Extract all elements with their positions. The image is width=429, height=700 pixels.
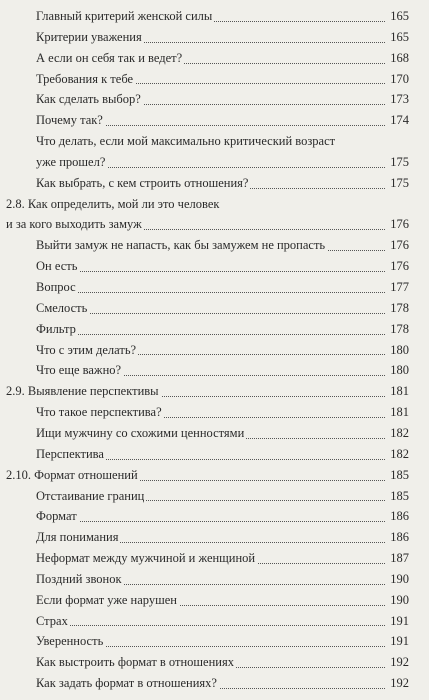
entry-title: Почему так? [36,113,103,128]
toc-entry[interactable] [0,673,429,694]
toc-entry[interactable] [0,256,429,277]
entry-title: Поздний звонок [36,571,122,586]
entry-page: 186 [385,506,409,527]
entry-title: Если формат уже нарушен [36,592,177,607]
entry-title: Страх [36,613,68,628]
entry-title: Вопрос [36,280,76,295]
entry-title: Как выстроить формат в отношениях [36,655,234,670]
entry-page: 177 [385,277,409,298]
toc-section[interactable] [0,381,429,402]
toc-entry[interactable] [0,569,429,590]
toc-entry[interactable] [0,527,429,548]
entry-page: 192 [385,652,409,673]
entry-title: Требования к тебе [36,71,134,86]
toc-entry[interactable] [0,89,429,110]
entry-title: Формат [36,509,77,524]
entry-page: 176 [385,214,409,235]
toc-entry[interactable] [0,652,429,673]
section-title: 2.10. Формат отношений [6,467,138,482]
entry-title: А если он себя так и ведет? [36,50,183,65]
toc-entry[interactable] [0,110,429,131]
toc-entry[interactable] [0,506,429,527]
entry-title: Ищи мужчину со схожими ценностями [36,425,245,440]
section-title: и за кого выходить замуж [6,217,142,232]
toc-entry[interactable] [0,360,429,381]
entry-page: 175 [385,173,409,194]
toc-entry[interactable] [0,611,429,632]
entry-page: 180 [385,340,409,361]
toc-entry[interactable] [0,548,429,569]
entry-page: 192 [385,673,409,694]
toc-entry[interactable] [0,590,429,611]
entry-page: 174 [385,110,409,131]
entry-title: Что с этим делать? [36,342,137,357]
entry-page: 176 [385,256,409,277]
entry-title-line1: Что делать, если мой максимально критический возраст [36,134,336,149]
entry-title: Фильтр [36,321,76,336]
toc-entry[interactable] [0,27,429,48]
entry-title: Главный критерий женской силы [36,9,213,23]
entry-title: Что еще важно? [36,363,122,378]
toc-entry[interactable] [0,69,429,90]
toc-entry[interactable] [0,235,429,256]
toc-entry[interactable] [0,298,429,319]
entry-page: 180 [385,360,409,381]
entry-page: 185 [385,465,409,486]
toc-section[interactable] [0,465,429,486]
entry-title: Как задать формат в отношениях? [36,676,217,691]
toc-entry[interactable] [0,340,429,361]
toc-entry[interactable] [0,319,429,340]
entry-page: 175 [385,152,409,173]
entry-page: 173 [385,89,409,110]
toc-entry[interactable] [0,486,429,507]
toc-entry[interactable] [0,48,429,69]
entry-title: Для понимания [36,530,119,545]
entry-title: Как выбрать, с кем строить отношения? [36,175,249,190]
entry-page: 186 [385,527,409,548]
toc-entry[interactable] [0,6,429,27]
entry-title: Он есть [36,259,78,274]
toc-entry[interactable] [0,402,429,423]
toc-entry[interactable] [0,444,429,465]
entry-page: 185 [385,486,409,507]
entry-title: Уверенность [36,634,104,649]
toc-entry[interactable] [0,423,429,444]
section-title-line1: 2.8. Как определить, мой ли это человек [6,196,220,211]
entry-page: 190 [385,590,409,611]
entry-title: уже прошел? [36,154,106,169]
entry-title: Что такое перспектива? [36,405,162,420]
entry-page: 182 [385,444,409,465]
entry-page: 181 [385,402,409,423]
entry-page: 176 [385,235,409,256]
section-title: 2.9. Выявление перспективы [6,384,159,399]
entry-title: Смелость [36,300,88,315]
toc-entry[interactable] [0,277,429,298]
entry-title: Отстаивание границ [36,488,145,503]
entry-page: 191 [385,611,409,632]
entry-title: Выйти замуж не напасть, как бы замужем не пропасть [36,238,326,253]
toc-entry[interactable] [0,173,429,194]
toc-section[interactable] [0,214,429,235]
entry-page: 178 [385,319,409,340]
entry-page: 190 [385,569,409,590]
entry-title: Перспектива [36,446,104,461]
entry-page: 170 [385,69,409,90]
toc-entry[interactable] [0,152,429,173]
entry-page: 168 [385,48,409,69]
entry-title: Как сделать выбор? [36,92,141,107]
entry-page: 182 [385,423,409,444]
entry-page: 165 [385,27,409,48]
entry-page: 191 [385,631,409,652]
entry-page: 165 [385,6,409,27]
entry-title: Неформат между мужчиной и женщиной [36,551,256,566]
entry-title: Критерии уважения [36,29,142,44]
entry-page: 181 [385,381,409,402]
toc-entry[interactable] [0,631,429,652]
entry-page: 187 [385,548,409,569]
entry-page: 178 [385,298,409,319]
